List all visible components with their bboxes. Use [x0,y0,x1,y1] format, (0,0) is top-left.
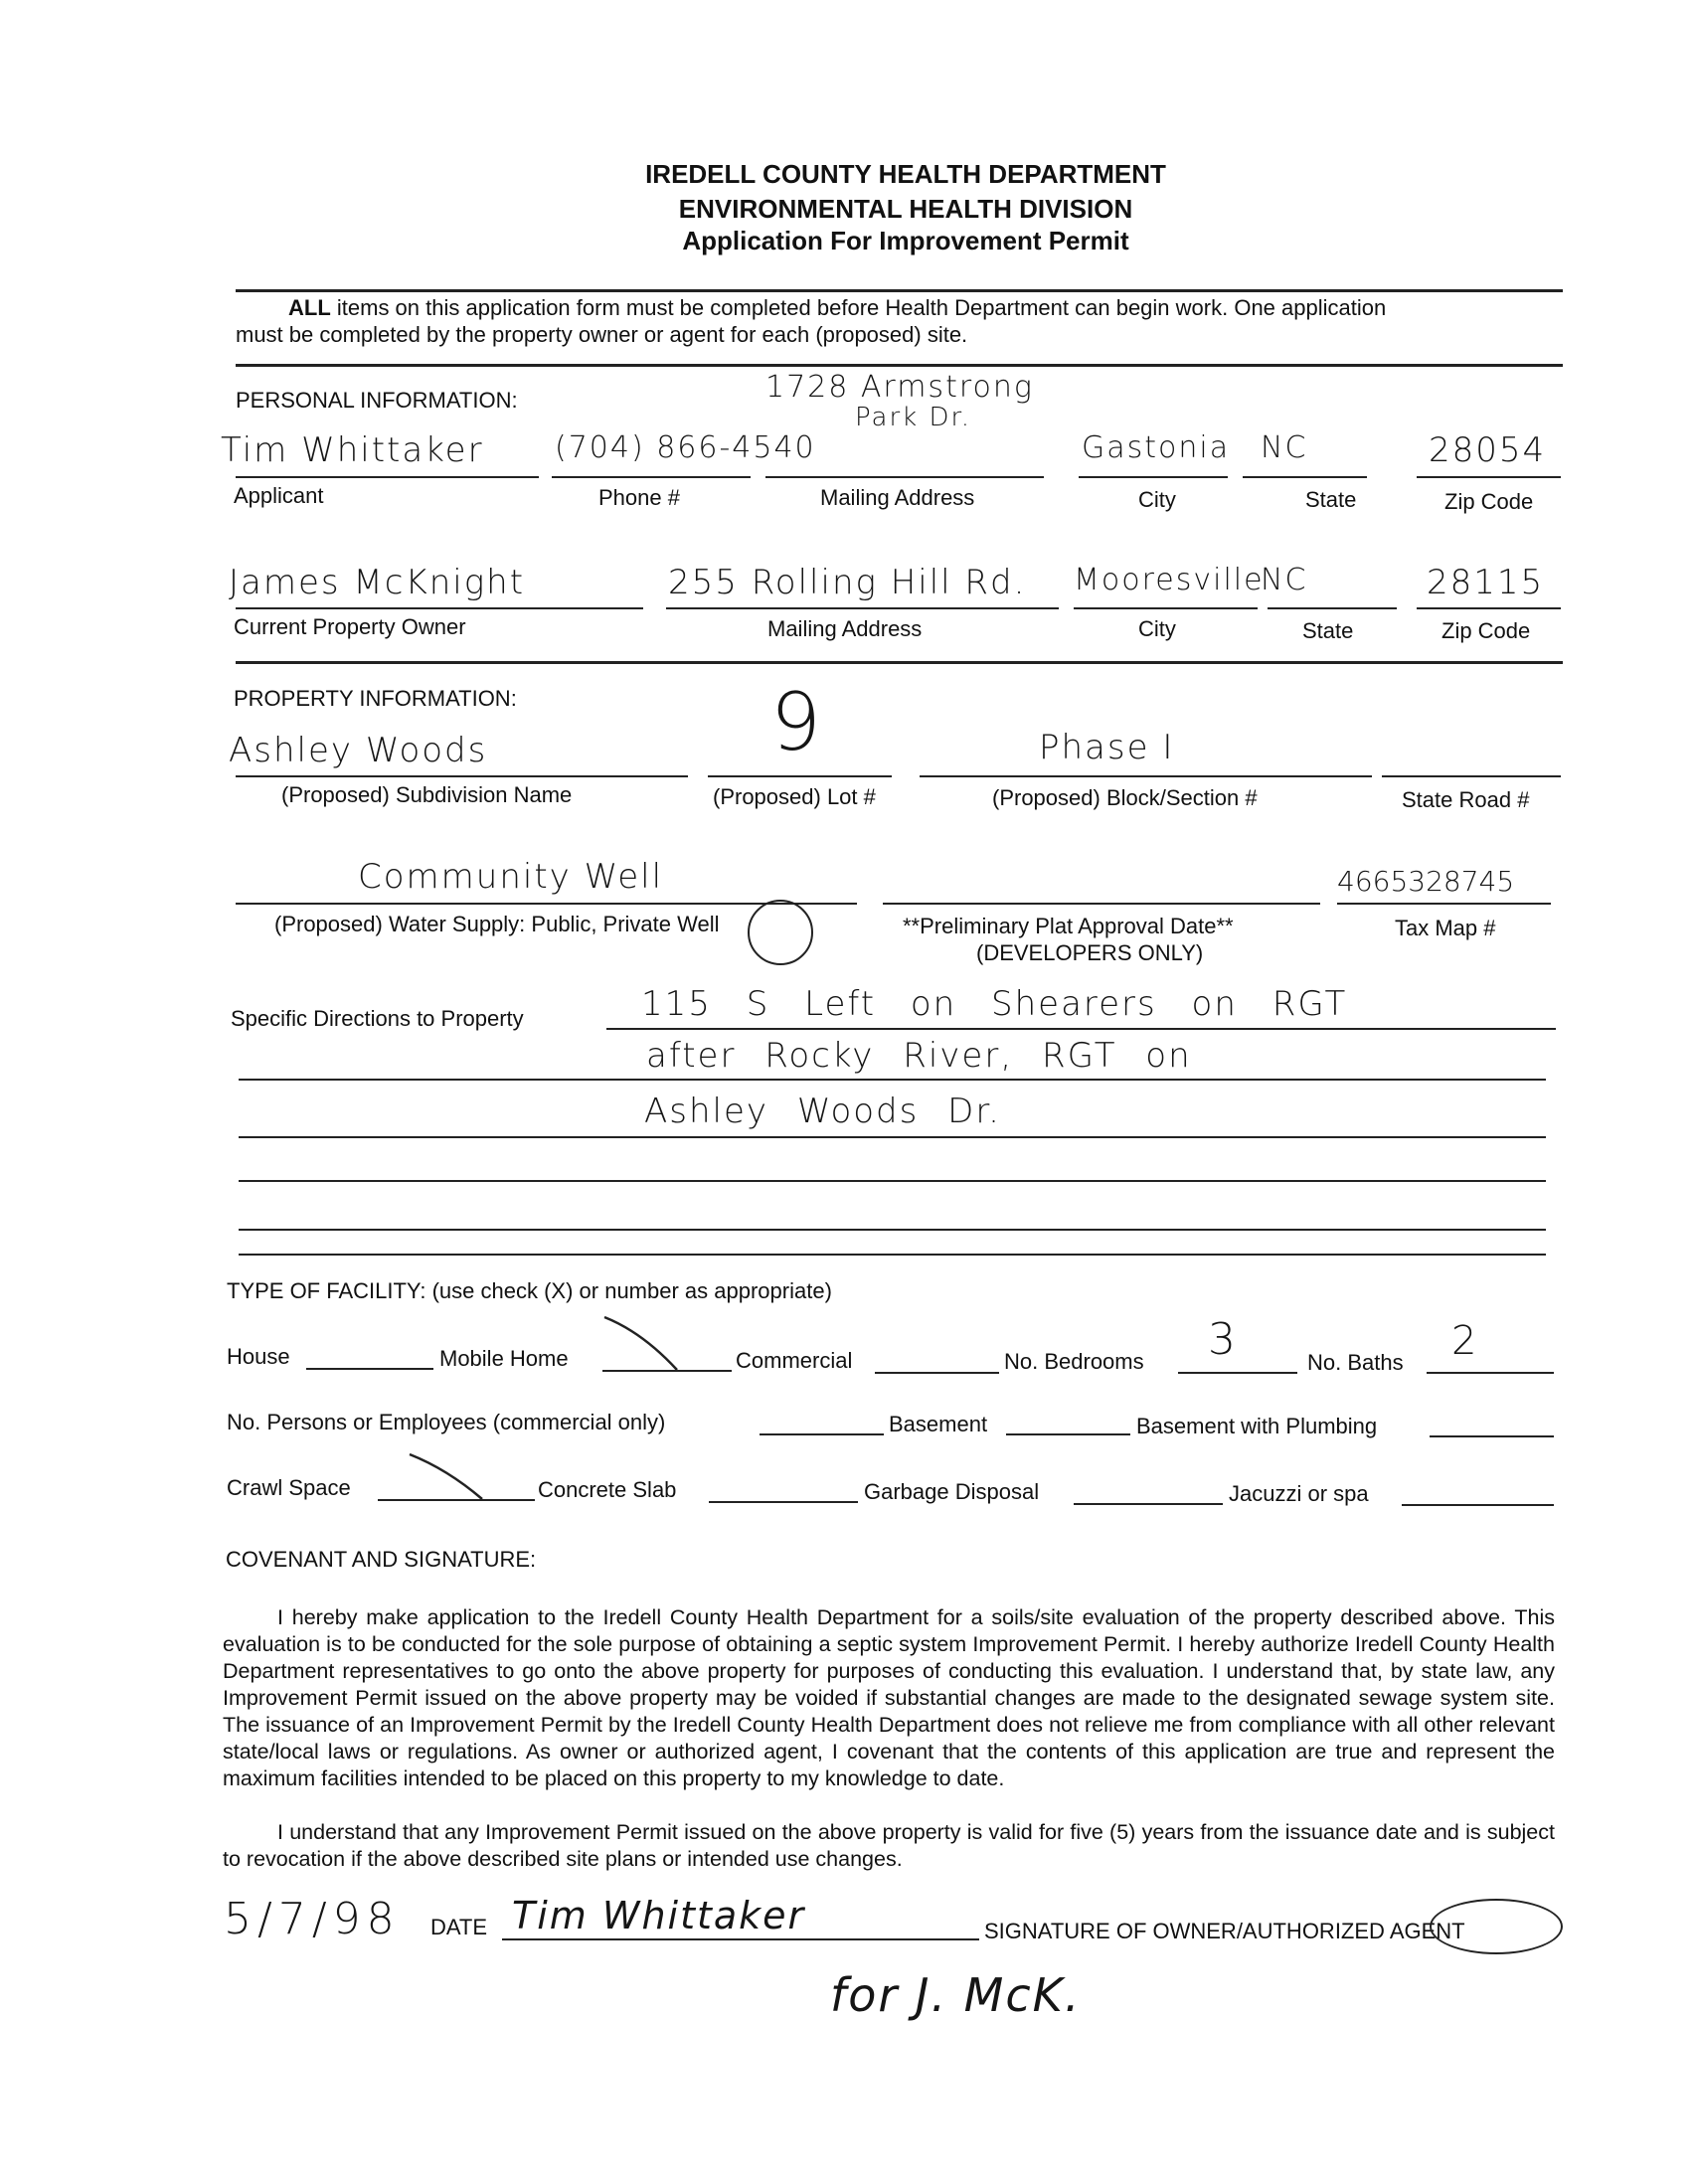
subdivision-name[interactable]: Ashley Woods [229,731,488,770]
applicant-phone[interactable]: (704) 866-4540 [555,430,816,465]
label-zip: Zip Code [1444,489,1534,514]
label-state-road: State Road # [1402,787,1530,812]
label-applicant: Applicant [234,483,324,508]
owner-city[interactable]: Mooresville [1074,563,1265,597]
lot-number[interactable]: 9 [770,676,823,768]
agent-circle-mark [1430,1899,1563,1954]
commercial-field[interactable] [875,1372,999,1374]
label-mobile-home: Mobile Home [439,1346,569,1371]
label-bedrooms: No. Bedrooms [1004,1349,1144,1374]
label-house: House [227,1344,290,1369]
directions-line-1[interactable]: 115 S Left on Shearers on RGT [641,984,1348,1024]
label-basement: Basement [889,1412,988,1436]
owner-name[interactable]: James McKnight [229,563,526,602]
label-date: DATE [430,1915,488,1939]
label-owner: Current Property Owner [234,614,466,639]
label-water: (Proposed) Water Supply: Public, Private Well [274,912,720,936]
label-city: City [1138,487,1176,512]
label-slab: Concrete Slab [538,1477,677,1502]
label-owner-state: State [1302,618,1354,643]
label-directions: Specific Directions to Property [231,1006,524,1031]
tax-map-number[interactable]: 4665328745 [1337,865,1515,898]
jacuzzi-field[interactable] [1402,1504,1554,1506]
header-form-title: Application For Improvement Permit [682,226,1129,255]
label-garbage: Garbage Disposal [864,1479,1040,1504]
covenant-paragraph: I hereby make application to the Iredell County Health Department for a soils/site evaluation of the property described above. This evaluation is to be conducted for the sole purpose of obtaining a septic system Improvement Permit. I hereby authorize Iredell County Health Department representatives to go onto the above property for purposes of conducting this evaluation. I understand that, by state law, any Improvement Permit issued on the above property may be voided if substantial changes are made to the designated sewage system site. The issuance of an Improvement Permit by the Iredell County Health Department does not relieve me from compliance with all other relevant state/local laws or regulations. As owner or authorized agent, I covenant that the contents of this application are true and represent the maximum facilities intended to be placed on this property to my knowledge to date. [223,1605,1555,1790]
label-basement-plumbing: Basement with Plumbing [1136,1414,1378,1438]
personal-heading: PERSONAL INFORMATION: [236,388,518,413]
label-block: (Proposed) Block/Section # [992,785,1258,810]
label-owner-mailing: Mailing Address [767,616,923,641]
date-value[interactable]: 5/7/98 [224,1894,401,1944]
mobile-home-check-mark [602,1312,682,1372]
label-developers: (DEVELOPERS ONLY) [976,940,1204,965]
directions-line-3[interactable]: Ashley Woods Dr. [644,1092,1001,1131]
label-commercial: Commercial [736,1348,853,1373]
divider [236,289,1563,292]
applicant-name[interactable]: Tim Whittaker [221,430,484,470]
house-field[interactable] [306,1368,433,1370]
water-supply[interactable]: Community Well [358,857,664,897]
label-mailing: Mailing Address [820,485,975,510]
facility-heading: TYPE OF FACILITY: (use check (X) or number as appropriate) [227,1278,832,1303]
label-owner-zip: Zip Code [1441,618,1531,643]
label-crawl: Crawl Space [227,1475,351,1500]
covenant-heading: COVENANT AND SIGNATURE: [226,1547,537,1572]
baths-value[interactable]: 2 [1451,1318,1479,1364]
basement-plumbing-field[interactable] [1430,1435,1554,1437]
label-owner-city: City [1138,616,1176,641]
validity-paragraph: I understand that any Improvement Permit issued on the above property is valid for five (5) years from the issuance date and is subject to revocation if the above described site plans or intended use changes. [223,1820,1555,1871]
bedrooms-field[interactable] [1178,1372,1297,1374]
block-section[interactable]: Phase I [1039,728,1175,767]
basement-field[interactable] [1006,1433,1130,1435]
owner-zip[interactable]: 28115 [1427,563,1545,602]
label-subdivision: (Proposed) Subdivision Name [281,782,573,807]
garbage-field[interactable] [1074,1503,1223,1505]
owner-state[interactable]: NC [1261,563,1308,597]
intro-text-2: must be completed by the property owner or agent for each (proposed) site. [236,322,968,347]
label-plat: **Preliminary Plat Approval Date** [903,914,1234,938]
applicant-address-2[interactable]: Park Dr. [855,403,972,432]
divider [236,364,1563,367]
divider [236,661,1563,664]
bedrooms-value[interactable]: 3 [1208,1314,1238,1365]
baths-field[interactable] [1427,1372,1554,1374]
label-signature: SIGNATURE OF OWNER/AUTHORIZED AGENT [984,1919,1465,1943]
directions-line-2[interactable]: after Rocky River, RGT on [646,1036,1192,1076]
owner-address[interactable]: 255 Rolling Hill Rd. [668,563,1027,602]
applicant-zip[interactable]: 28054 [1429,430,1547,470]
persons-field[interactable] [760,1433,884,1435]
intro-text: items on this application form must be completed before Health Department can begin work. One application [330,295,1387,320]
label-tax-map: Tax Map # [1395,916,1496,940]
applicant-address-1[interactable]: 1728 Armstrong [765,370,1034,405]
signature-field[interactable] [502,1938,979,1940]
label-persons: No. Persons or Employees (commercial only) [227,1410,666,1434]
slab-field[interactable] [709,1501,858,1503]
label-baths: No. Baths [1307,1350,1404,1375]
label-phone: Phone # [598,485,680,510]
header-division: ENVIRONMENTAL HEALTH DIVISION [678,194,1133,224]
for-note: for J. McK. [830,1968,1082,2022]
label-state: State [1305,487,1357,512]
well-circle-mark [748,900,813,965]
intro-bold: ALL [288,295,331,320]
signature[interactable]: Tim Whittaker [512,1894,806,1937]
label-lot: (Proposed) Lot # [713,784,876,809]
header-title: IREDELL COUNTY HEALTH DEPARTMENT [645,159,1166,189]
applicant-city[interactable]: Gastonia [1082,430,1231,465]
label-jacuzzi: Jacuzzi or spa [1229,1481,1369,1506]
property-heading: PROPERTY INFORMATION: [234,686,517,711]
applicant-state[interactable]: NC [1261,430,1308,465]
crawl-space-check-mark [408,1451,487,1503]
